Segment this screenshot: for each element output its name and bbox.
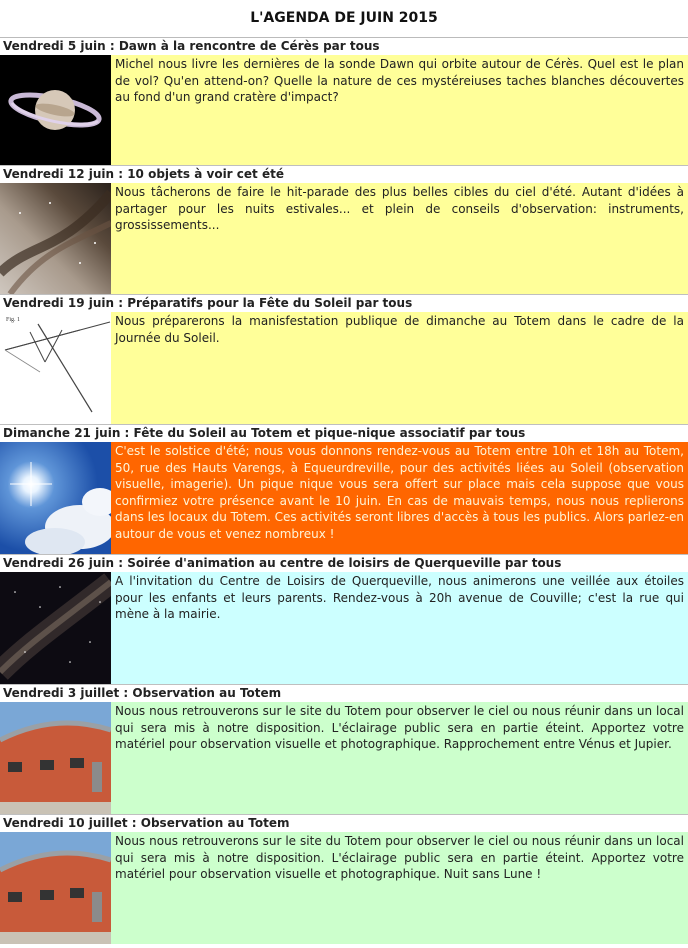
- event-description: A l'invitation du Centre de Loisirs de Querqueville, nous animerons une veillée aux étoiles pour les enfants et leurs parents. Rendez-vous à 20h avenue de Couville; c'est la rue qui mène à la mairie.: [111, 572, 688, 684]
- event-date: Vendredi 19 juin :: [3, 296, 124, 310]
- event-date: Vendredi 10 juillet :: [3, 816, 137, 830]
- event-header: [0, 815, 688, 832]
- event-item: [0, 555, 688, 685]
- event-title: Fête du Soleil au Totem et pique-nique associatif par tous: [133, 426, 526, 440]
- sun-sky-image: [0, 442, 111, 554]
- event-title: Soirée d'animation au centre de loisirs de Querqueville par tous: [127, 556, 562, 570]
- event-header: [0, 425, 688, 442]
- milky-way-image: [0, 183, 111, 294]
- building-image: [0, 702, 111, 814]
- event-date: Vendredi 3 juillet :: [3, 686, 129, 700]
- event-item: [0, 685, 688, 815]
- event-header: [0, 295, 688, 312]
- figure-label: Fig. 1: [6, 317, 21, 323]
- night-sky-image: [0, 572, 111, 684]
- event-item: [0, 38, 688, 166]
- event-description: Nous nous retrouverons sur le site du Totem pour observer le ciel ou nous réunir dans un local qui sera mis à notre disposition. L'éclairage public sera en partie éteint. Apportez votre matériel pour observation visuelle et photographique. Rapprochement entre Vénus et Jupier.: [111, 702, 688, 814]
- event-title: Préparatifs pour la Fête du Soleil par tous: [127, 296, 413, 310]
- building-image: [0, 832, 111, 944]
- event-date: Vendredi 5 juin :: [3, 39, 115, 53]
- event-header: [0, 38, 688, 55]
- event-date: Vendredi 12 juin :: [3, 167, 124, 181]
- event-header: [0, 166, 688, 183]
- event-title: Observation au Totem: [140, 816, 290, 830]
- event-item: [0, 425, 688, 555]
- event-description: Nous nous retrouverons sur le site du Totem pour observer le ciel ou nous réunir dans un local qui sera mis à notre disposition. L'éclairage public sera en partie éteint. Apportez votre matériel pour observation visuelle et photographique. Nuit sans Lune !: [111, 832, 688, 944]
- page-title: L'AGENDA DE JUIN 2015: [0, 0, 688, 38]
- event-date: Vendredi 26 juin :: [3, 556, 124, 570]
- event-item: [0, 166, 688, 295]
- event-description: Michel nous livre les dernières de la sonde Dawn qui orbite autour de Cérès. Quel est le plan de vol? Qu'en attend-on? Quelle la nature de ces mystéreiuses taches blanches découvertes au fond d'un grand cratère d'impact?: [111, 55, 688, 165]
- saturn-image: [0, 55, 111, 165]
- event-header: [0, 555, 688, 572]
- event-title: Observation au Totem: [132, 686, 282, 700]
- event-title: 10 objets à voir cet été: [127, 167, 284, 181]
- event-description: Nous tâcherons de faire le hit-parade des plus belles cibles du ciel d'été. Autant d'idées à partager pour les nuits estivales... et plein de conseils d'observation: instruments, grossissements...: [111, 183, 688, 294]
- diagram-image: [0, 312, 111, 424]
- event-description: C'est le solstice d'été; nous vous donnons rendez-vous au Totem entre 10h et 18h au Totem, 50, rue des Hauts Varengs, à Equeurdreville, pour des activités liées au Soleil (observation visuelle, imagerie). Un pique nique vous sera offert sur place mais cela suppose que vous confirmiez votre présence avant le 10 juin. En cas de mauvais temps, nous nous replierons dans les locaux du Totem. Ces activités seront libres d'accès à tous les publics. Alors parlez-en autour de vous et venez nombreux !: [111, 442, 688, 554]
- event-header: [0, 685, 688, 702]
- event-description: Nous préparerons la manisfestation publique de dimanche au Totem dans le cadre de la Journée du Soleil.: [111, 312, 688, 424]
- event-date: Dimanche 21 juin :: [3, 426, 130, 440]
- event-item: [0, 295, 688, 425]
- event-item: [0, 815, 688, 944]
- event-title: Dawn à la rencontre de Cérès par tous: [118, 39, 380, 53]
